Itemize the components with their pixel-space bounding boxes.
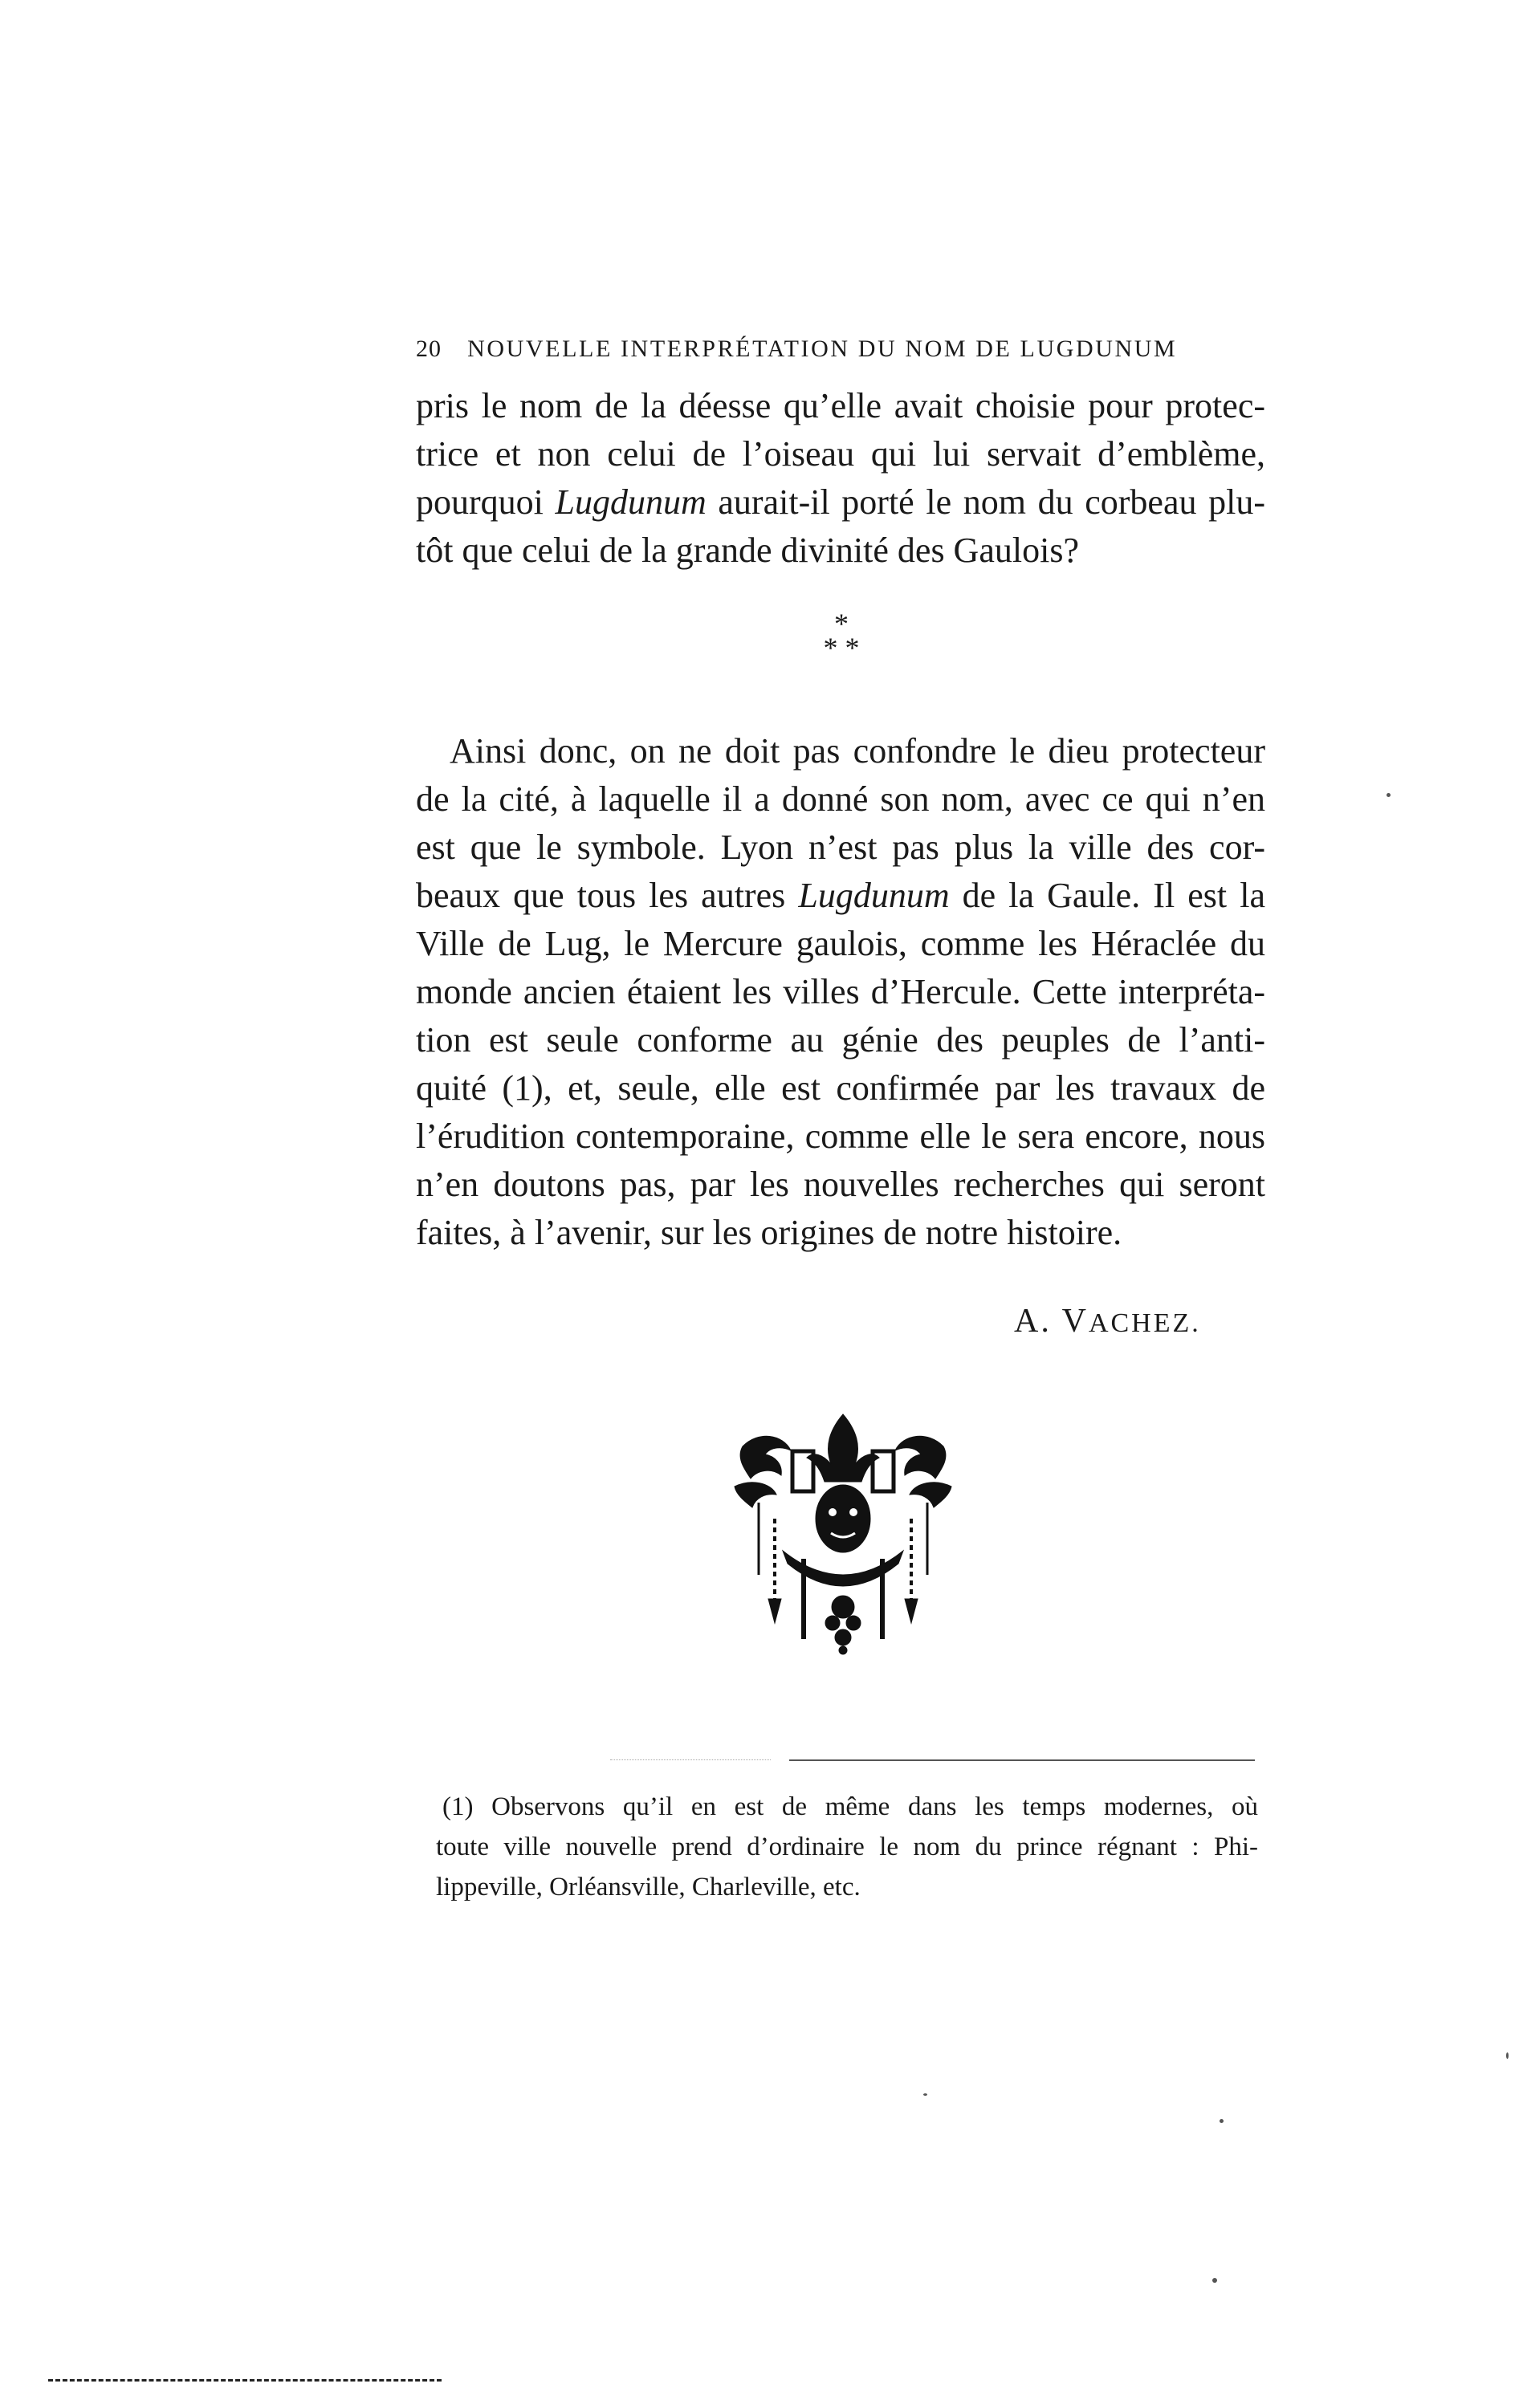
text-segment: est que le symbole. Lyon n’est pas plus la ville des cor- (416, 828, 1265, 867)
text-line (416, 824, 1265, 872)
ornamental-vignette-icon (727, 1398, 959, 1655)
text-segment: aurait-il porté le nom du corbeau plu- (706, 482, 1265, 522)
paper-speck (1212, 2278, 1217, 2283)
text-line (416, 968, 1265, 1016)
paragraph-1 (416, 382, 1265, 575)
paper-speck (1387, 793, 1391, 797)
italic-segment: Lugdunum (798, 876, 950, 915)
text-segment: (1) Observons qu’il en est de même dans les temps modernes, où (442, 1792, 1258, 1821)
text-line (416, 382, 1265, 430)
running-head (416, 336, 1219, 363)
text-line (416, 478, 1265, 527)
paper-speck (1506, 2052, 1509, 2059)
footnote-rule-dotted (610, 1759, 771, 1760)
text-line (416, 920, 1265, 968)
text-line (416, 1161, 1265, 1209)
text-segment: tôt que celui de la grande divinité des Gaulois? (416, 531, 1079, 570)
signature-rest: ACHEZ. (1088, 1308, 1201, 1338)
asterism-bottom: * * (823, 632, 860, 664)
text-segment: lippeville, Orléansville, Charleville, etc. (436, 1873, 861, 1902)
text-line (416, 1209, 1265, 1257)
text-line (416, 430, 1265, 478)
text-line (416, 775, 1265, 824)
text-segment: pourquoi (416, 482, 556, 522)
text-segment: de la Gaule. Il est la (949, 876, 1265, 915)
text-segment: n’en doutons pas, par les nouvelles recherches qui seront (416, 1165, 1265, 1204)
signature-initial: A. (1014, 1303, 1052, 1340)
asterism-top: * (834, 608, 849, 640)
author-signature (1014, 1302, 1201, 1340)
text-segment: l’érudition contemporaine, comme elle le sera encore, nous (416, 1117, 1265, 1156)
text-segment: monde ancien étaient les villes d’Hercule. Cette interpréta- (416, 972, 1265, 1011)
italic-segment: Lugdunum (555, 482, 707, 522)
text-segment: de la cité, à laquelle il a donné son nom, avec ce qui n’en (416, 779, 1265, 819)
text-line (416, 1064, 1265, 1112)
text-line (436, 1867, 1258, 1907)
text-segment: trice et non celui de l’oiseau qui lui servait d’emblème, (416, 434, 1265, 474)
text-segment: Ville de Lug, le Mercure gaulois, comme les Héraclée du (416, 924, 1265, 963)
text-segment: faites, à l’avenir, sur les origines de notre histoire. (416, 1213, 1122, 1252)
text-segment: Ainsi donc, on ne doit pas confondre le dieu protecteur (450, 731, 1265, 771)
text-line (436, 1787, 1258, 1827)
paper-speck (923, 2093, 927, 2096)
text-line (436, 1827, 1258, 1867)
text-line (416, 527, 1265, 575)
signature-first-letter: V (1061, 1303, 1089, 1340)
text-line (416, 1016, 1265, 1064)
footnote-rule (789, 1759, 1255, 1761)
text-line (416, 1112, 1265, 1161)
text-line (416, 727, 1265, 775)
text-segment: beaux que tous les autres (416, 876, 799, 915)
text-segment: tion est seule conforme au génie des peuples de l’anti- (416, 1020, 1265, 1060)
scan-edge-marks (48, 2379, 442, 2385)
text-segment: pris le nom de la déesse qu’elle avait choisie pour protec- (416, 386, 1265, 425)
text-line (416, 872, 1265, 920)
paragraph-2 (416, 727, 1265, 1257)
text-segment: quité (1), et, seule, elle est confirmée par les travaux de (416, 1068, 1265, 1108)
asterism (793, 608, 890, 664)
text-segment: toute ville nouvelle prend d’ordinaire le nom du prince régnant : Phi- (436, 1832, 1258, 1861)
paper-speck (1220, 2119, 1224, 2123)
page-number: 20 (416, 336, 442, 362)
footnote (436, 1787, 1258, 1907)
running-head-title: NOUVELLE INTERPRÉTATION DU NOM DE LUGDUNUM (467, 336, 1178, 362)
